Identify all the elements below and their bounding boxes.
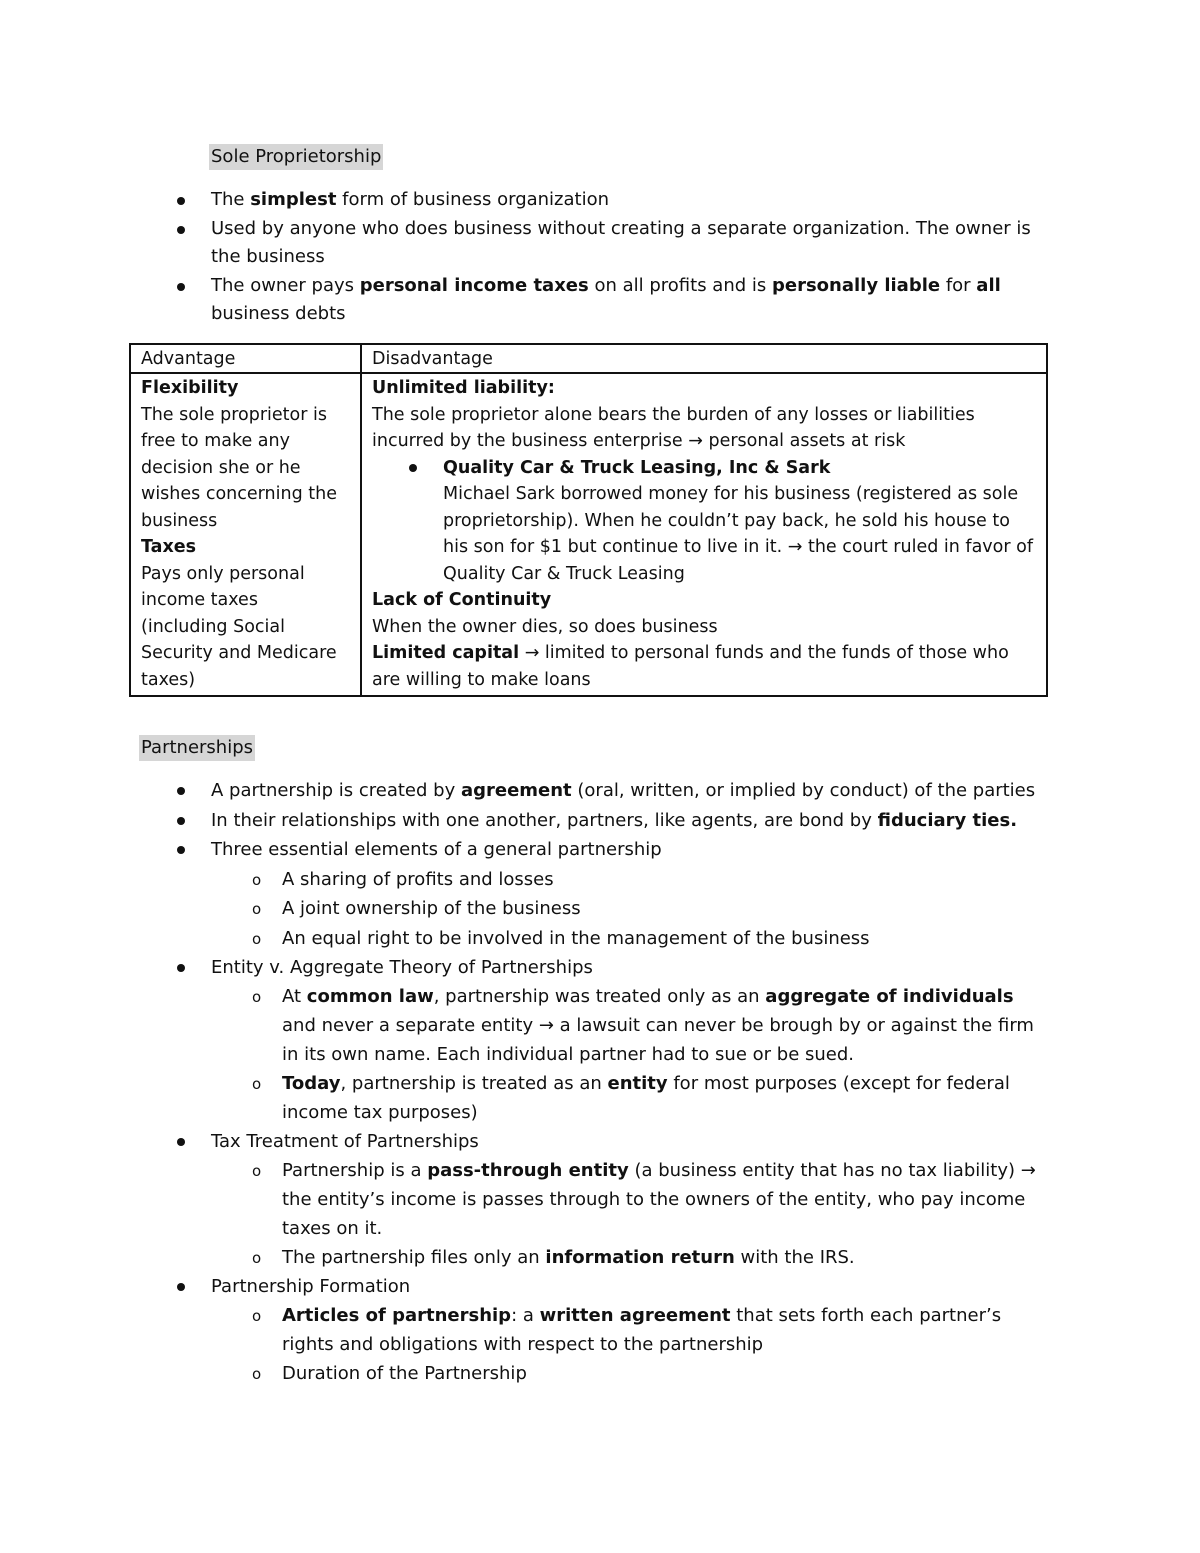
column-header-disadvantage: Disadvantage [361, 344, 1047, 373]
bullet-icon [177, 787, 185, 795]
bullet-icon [177, 283, 185, 291]
sub-bullet-icon: o [252, 870, 262, 889]
list-item: Partnership Formation o Articles of partnership: a written agreement that sets forth each partner’s rights and obligations with respect to the partnership o Duration of the Partnership [211, 1272, 1051, 1388]
unlimited-liability-text: The sole proprietor alone bears the burden of any losses or liabilities incurred by the business enterprise → personal assets at risk [372, 404, 975, 451]
section-heading-partnerships: Partnerships [139, 735, 255, 761]
sub-bullet-icon: o [252, 1249, 262, 1267]
flexibility-title: Flexibility [141, 378, 239, 398]
sub-list [252, 1156, 1052, 1272]
sub-bullet-icon: o [252, 900, 262, 918]
sub-list-item: o A joint ownership of the business [282, 894, 1042, 924]
sub-list [252, 865, 1042, 954]
case-title: Quality Car & Truck Leasing, Inc & Sark [443, 457, 831, 478]
continuity-title: Lack of Continuity [372, 590, 552, 610]
sub-bullet-icon: o [252, 1075, 262, 1093]
bullet-icon [177, 846, 185, 854]
sub-list-item: o The partnership files only an information return with the IRS. [282, 1243, 1052, 1272]
sub-bullet-icon: o [252, 929, 262, 948]
case-item [372, 455, 1036, 588]
partnerships-bullet-list [211, 776, 1051, 1388]
list-item: Used by anyone who does business without creating a separate organization. The owner is the business [211, 215, 1041, 272]
disadvantage-cell [361, 373, 1047, 696]
case-text: Michael Sark borrowed money for his business (registered as sole proprietorship). When he couldn’t pay back, he sold his house to his son for $1 but continue to live in it. → the court ruled in favor of Quality Car & Truck Leasing [443, 484, 1033, 584]
sub-list [252, 1301, 1052, 1388]
advantage-cell [130, 373, 361, 696]
column-header-advantage: Advantage [130, 344, 361, 373]
taxes-text: Pays only personal income taxes (including Social Security and Medicare taxes) [141, 563, 337, 690]
sub-list [252, 982, 1052, 1127]
list-item: Tax Treatment of Partnerships o Partnership is a pass-through entity (a business entity that has no tax liability) → the entity’s income is passes through to the owners of the entity, who pay income taxes on it. o The partnership files only an information return with the IRS. [211, 1127, 1051, 1272]
bullet-icon [177, 226, 185, 234]
sub-list-item: o Duration of the Partnership [282, 1359, 1052, 1388]
table-header-row [130, 344, 1047, 373]
taxes-title: Taxes [141, 537, 197, 557]
sub-list-item: o An equal right to be involved in the management of the business [282, 924, 1042, 954]
advantage-disadvantage-table [129, 343, 1048, 697]
list-item: In their relationships with one another, partners, like agents, are bond by fiduciary ties. [211, 806, 1051, 836]
sub-bullet-icon: o [252, 1365, 262, 1383]
list-item: A partnership is created by agreement (oral, written, or implied by conduct) of the parties [211, 776, 1051, 806]
table-row [130, 373, 1047, 696]
list-item: Three essential elements of a general partnership o A sharing of profits and losses o A joint ownership of the business o An equal right to be involved in the management of the business [211, 835, 1051, 953]
flexibility-text: The sole proprietor is free to make any decision she or he wishes concerning the business [141, 404, 337, 531]
section-heading-sole-proprietorship: Sole Proprietorship [209, 144, 383, 170]
list-item: The owner pays personal income taxes on all profits and is personally liable for all business debts [211, 272, 1041, 329]
sub-bullet-icon: o [252, 988, 262, 1006]
sub-list-item: o Partnership is a pass-through entity (a business entity that has no tax liability) → the entity’s income is passes through to the owners of the entity, who pay income taxes on it. [282, 1156, 1052, 1243]
bullet-icon [177, 197, 185, 205]
sub-bullet-icon: o [252, 1307, 262, 1325]
continuity-text: When the owner dies, so does business [372, 616, 718, 637]
sub-list-item: o A sharing of profits and losses [282, 865, 1042, 895]
sub-list-item: o Articles of partnership: a written agreement that sets forth each partner’s rights and obligations with respect to the partnership [282, 1301, 1052, 1359]
bullet-icon [177, 964, 185, 972]
bullet-icon [177, 817, 185, 825]
capital-line: Limited capital → limited to personal funds and the funds of those who are willing to make loans [372, 643, 1009, 690]
bullet-icon [409, 464, 417, 472]
sole-bullet-list [211, 186, 1041, 329]
sub-list-item: o At common law, partnership was treated only as an aggregate of individuals and never a separate entity → a lawsuit can never be brough by or against the firm in its own name. Each individual partner had to sue or be sued. [282, 982, 1052, 1069]
list-item: Entity v. Aggregate Theory of Partnerships o At common law, partnership was treated only as an aggregate of individuals and never a separate entity → a lawsuit can never be brough by or against the firm in its own name. Each individual partner had to sue or be sued. o Today, partnership is treated as an entity for most purposes (except for federal income tax purposes) [211, 953, 1051, 1127]
sub-bullet-icon: o [252, 1162, 262, 1180]
bullet-icon [177, 1283, 185, 1291]
bullet-icon [177, 1138, 185, 1146]
unlimited-liability-title: Unlimited liability: [372, 378, 555, 398]
sub-list-item: o Today, partnership is treated as an entity for most purposes (except for federal income tax purposes) [282, 1069, 1052, 1127]
list-item: The simplest form of business organization [211, 186, 1041, 215]
